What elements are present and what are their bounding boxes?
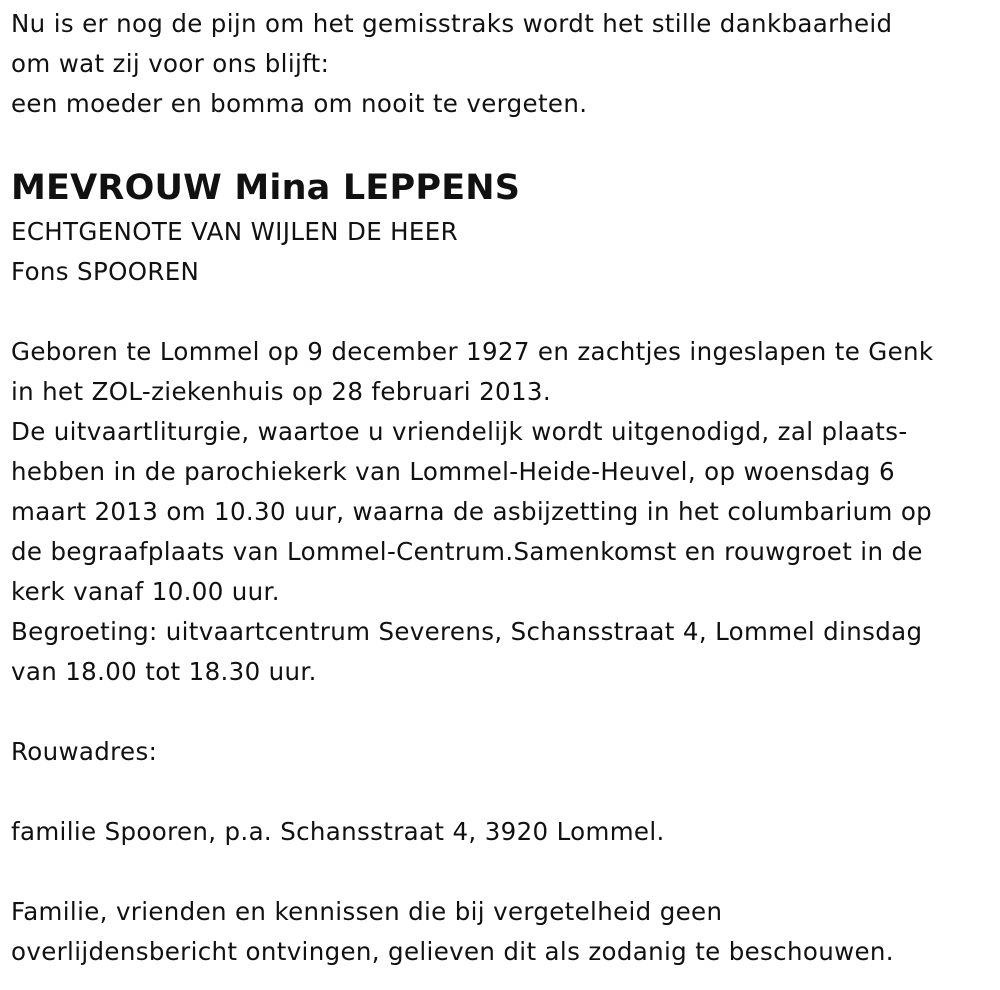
deceased-spouse: Fons SPOOREN (11, 257, 200, 286)
details-line-5: maart 2013 om 10.30 uur, waarna de asbijzetting in het columbarium op (11, 497, 933, 526)
address-value: familie Spooren, p.a. Schansstraat 4, 3920 Lommel. (11, 817, 665, 846)
address-label: Rouwadres: (11, 737, 158, 766)
details-line-9: van 18.00 tot 18.30 uur. (11, 657, 317, 686)
details-line-7: kerk vanaf 10.00 uur. (11, 577, 280, 606)
closing-line-1: Familie, vrienden en kennissen die bij vergetelheid geen (11, 897, 723, 926)
spacer (11, 292, 1000, 332)
details-line-2: in het ZOL-ziekenhuis op 28 februari 2013. (11, 377, 551, 406)
details-line-1: Geboren te Lommel op 9 december 1927 en zachtjes ingeslapen te Genk (11, 337, 934, 366)
deceased-name: MEVROUW Mina LEPPENS (11, 168, 521, 208)
spacer (11, 692, 1000, 732)
intro-line-2: om wat zij voor ons blijft: (11, 49, 330, 78)
closing-line-2: overlijdensbericht ontvingen, gelieven dit als zodanig te beschouwen. (11, 937, 894, 966)
details-line-8: Begroeting: uitvaartcentrum Severens, Schansstraat 4, Lommel dinsdag (11, 617, 923, 646)
intro-line-3: een moeder en bomma om nooit te vergeten. (11, 89, 588, 118)
spacer (11, 852, 1000, 892)
spacer (11, 772, 1000, 812)
deceased-relation: ECHTGENOTE VAN WIJLEN DE HEER (11, 217, 458, 246)
details-line-4: hebben in de parochiekerk van Lommel-Heide-Heuvel, op woensdag 6 (11, 457, 895, 486)
details-line-6: de begraafplaats van Lommel-Centrum.Samenkomst en rouwgroet in de (11, 537, 923, 566)
intro-line-1: Nu is er nog de pijn om het gemisstraks wordt het stille dankbaarheid (11, 9, 893, 38)
details-line-3: De uitvaartliturgie, waartoe u vriendelijk wordt uitgenodigd, zal plaats- (11, 417, 908, 446)
